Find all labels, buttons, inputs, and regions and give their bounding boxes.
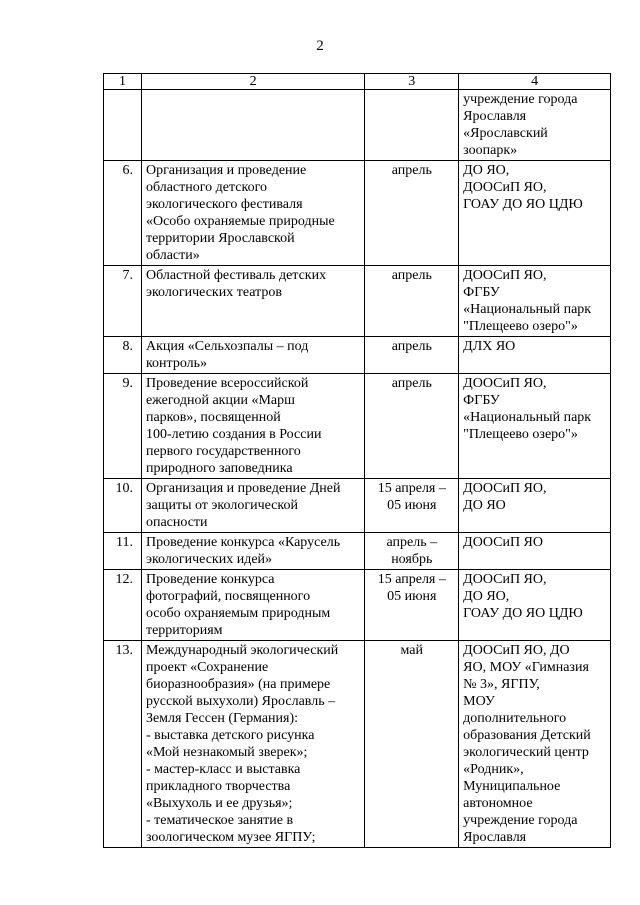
header-cell: 1: [104, 74, 142, 90]
table-row: [104, 641, 611, 848]
table-row: [104, 374, 611, 479]
header-cell: 2: [141, 74, 364, 90]
date-cell: апрель: [365, 374, 459, 479]
responsible-cell: ДООСиП ЯО: [459, 533, 611, 570]
row-number: 7.: [104, 266, 142, 337]
header-cell: 3: [365, 74, 459, 90]
table-row: [104, 479, 611, 533]
table-row: [104, 266, 611, 337]
row-number: 9.: [104, 374, 142, 479]
responsible-cell: ДООСиП ЯО, ДО ЯО, ГОАУ ДО ЯО ЦДЮ: [459, 570, 611, 641]
responsible-cell: ДО ЯО, ДООСиП ЯО, ГОАУ ДО ЯО ЦДЮ: [459, 161, 611, 266]
date-cell: 15 апреля – 05 июня: [365, 570, 459, 641]
date-cell: апрель: [365, 266, 459, 337]
table-row: [104, 90, 611, 161]
row-number: [104, 90, 142, 161]
date-cell: [365, 90, 459, 161]
responsible-cell: ДЛХ ЯО: [459, 337, 611, 374]
event-cell: Акция «Сельхозпалы – под контроль»: [141, 337, 364, 374]
event-cell: Проведение всероссийской ежегодной акции «Марш парков», посвященной 100-летию создания в России первого государственного природного заповедника: [141, 374, 364, 479]
row-number: 12.: [104, 570, 142, 641]
event-cell: Проведение конкурса «Карусель экологических идей»: [141, 533, 364, 570]
date-cell: апрель: [365, 337, 459, 374]
event-cell: Областной фестиваль детских экологических театров: [141, 266, 364, 337]
event-cell: Организация и проведение Дней защиты от экологической опасности: [141, 479, 364, 533]
responsible-cell: ДООСиП ЯО, ДО ЯО: [459, 479, 611, 533]
date-cell: 15 апреля – 05 июня: [365, 479, 459, 533]
responsible-cell: ДООСиП ЯО, ФГБУ «Национальный парк "Плещеево озеро"»: [459, 266, 611, 337]
table-row: [104, 161, 611, 266]
events-table: [103, 73, 611, 848]
header-cell: 4: [459, 74, 611, 90]
table-header-row: [104, 74, 611, 90]
row-number: 6.: [104, 161, 142, 266]
table-row: [104, 533, 611, 570]
page-number: 2: [316, 38, 324, 54]
responsible-cell: ДООСиП ЯО, ФГБУ «Национальный парк "Плещеево озеро"»: [459, 374, 611, 479]
date-cell: апрель: [365, 161, 459, 266]
event-cell: [141, 90, 364, 161]
date-cell: май: [365, 641, 459, 848]
row-number: 10.: [104, 479, 142, 533]
event-cell: Международный экологический проект «Сохранение биоразнообразия» (на примере русской выхухоли) Ярославль – Земля Гессен (Германия): - выставка детского рисунка «Мой незнакомый зверек»; - мастер-класс и выставка прикладного творчества «Выхухоль и ее друзья»; - тематическое занятие в зоологическом музее ЯГПУ;: [141, 641, 364, 848]
row-number: 13.: [104, 641, 142, 848]
date-cell: апрель – ноябрь: [365, 533, 459, 570]
event-cell: Проведение конкурса фотографий, посвященного особо охраняемым природным территориям: [141, 570, 364, 641]
event-cell: Организация и проведение областного детского экологического фестиваля «Особо охраняемые природные территории Ярославской области»: [141, 161, 364, 266]
row-number: 11.: [104, 533, 142, 570]
responsible-cell: ДООСиП ЯО, ДО ЯО, МОУ «Гимназия № 3», ЯГПУ, МОУ дополнительного образования Детский экологический центр «Родник», Муниципальное автономное учреждение города Ярославля: [459, 641, 611, 848]
table-row: [104, 570, 611, 641]
row-number: 8.: [104, 337, 142, 374]
responsible-cell: учреждение города Ярославля «Ярославский зоопарк»: [459, 90, 611, 161]
table-row: [104, 337, 611, 374]
